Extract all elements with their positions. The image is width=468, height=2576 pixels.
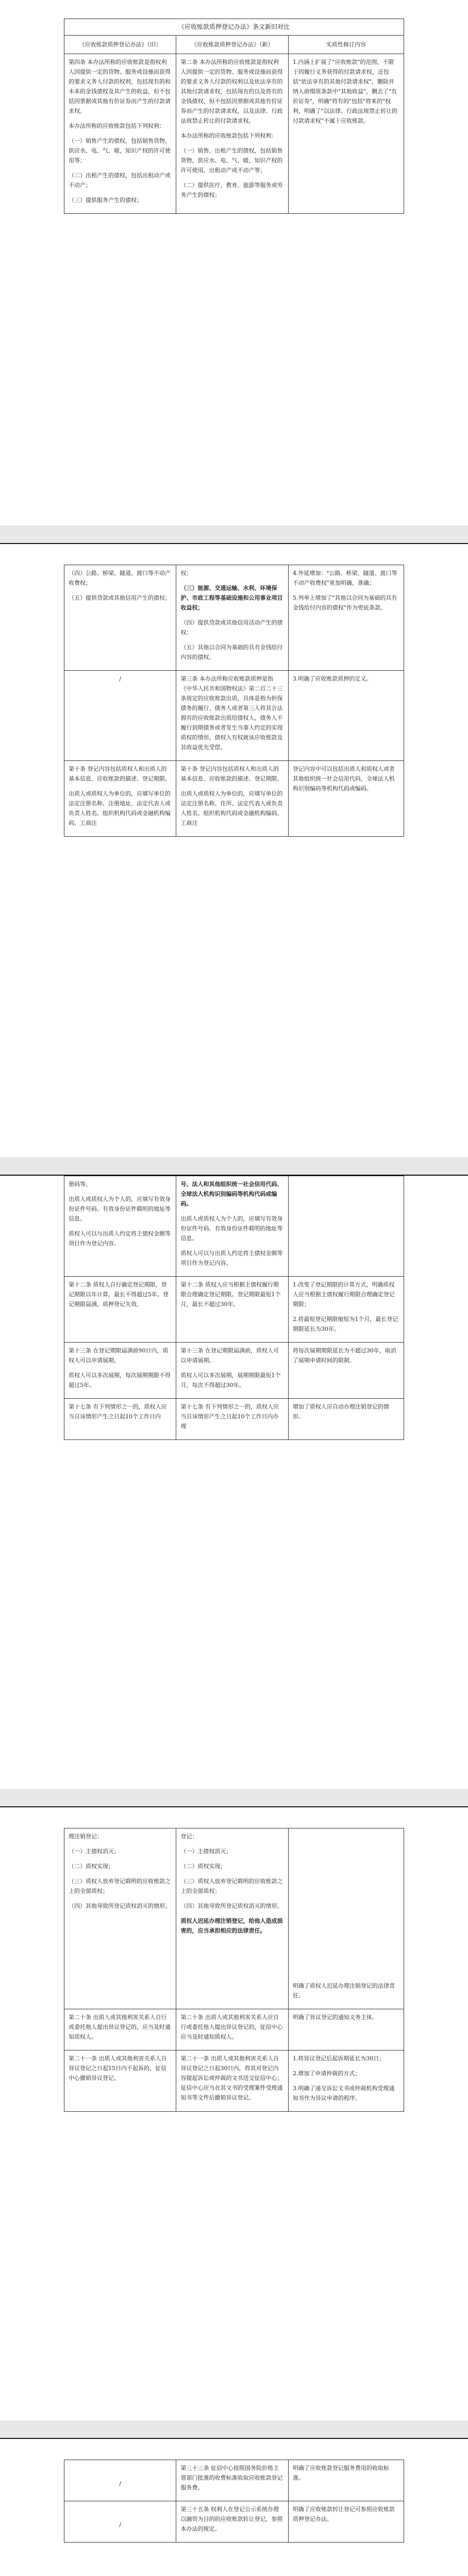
clause-text: 第二十一条 出质人或其他利害关系人自异议登记之日起30日内，将其对登记内容提起诉讼或仲裁的文书送交征信中心；征信中心应当在其文书的受理案件受理通知书等文件后撤销异议登记。 [180,2055,283,2101]
clause-text: 登记： [180,1833,198,1840]
clause-text: （一）主债权消灭； [69,1848,120,1855]
old-clause-cell [64,565,176,671]
clause-text: 本办法所称的应收账款包括下列权利： [180,132,277,139]
old-clause-cell [64,2050,176,2112]
clause-text: 理注销登记： [69,1833,103,1840]
page-separator [0,2420,468,2438]
old-clause-cell [64,1399,176,1440]
page-separator [0,526,468,543]
clause-text: 出质人或质权人为单位的，应填写单位的法定注册名称、住所、法定代表人或负责人姓名、组织机构代码或金融机构编码、工商注 [180,790,283,826]
comparison-table-page-3 [64,1176,404,1440]
table-row [64,1277,404,1343]
clause-text: 质权人迟延办理注销登记，给他人造成损害的，应当承担相应的法律责任。 [180,1918,283,1934]
change-text: 明确了应收账款转让登记可参照应收账款质押登记办法。 [292,2506,395,2522]
new-clause-cell [176,1399,288,1440]
clause-text: （二）质权实现； [69,1863,114,1870]
clause-text: 第十七条 有下列情形之一的，质权人应当自该情形产生之日起10个工作日内 [69,1403,167,1420]
old-clause-cell [64,761,176,837]
clause-text: （三）质权人放弃登记载明的应收账款之上的全部质权； [180,1878,283,1894]
old-clause-cell [64,1176,176,1277]
old-clause-cell [64,2009,176,2050]
new-clause-cell [176,671,288,761]
table-row [64,1176,404,1277]
change-cell [288,2050,404,2112]
clause-text: 第十条 登记内容包括质权人和出质人的基本信息、应收账款的描述、登记期限。 [69,766,171,782]
clause-text: （四）提供贷款或其他信用活动产生的债权； [180,619,283,636]
clause-text: 第二十条 出质人或其他利害关系人自行或委托他人提出异议登记的，应当及时通知质权人。 [69,2014,171,2040]
page-5 [43,2439,425,2576]
clause-text: 权； [180,570,192,577]
clause-text: 第四条 本办法所称的应收账款是指权利人因提供一定的货物、服务或设施而获得的要求义务人付款的权利，包括现有的和未来的金钱债权及其产生的收益，但不包括因票据或其他有价证券而产生的付款请求权。 [69,59,171,114]
clause-text: （一）主债权消灭； [180,1848,232,1855]
change-text: 1.内涵上扩展了"应收账款"的范围，不限于因履行义务获得的付款请求权，还包括"依法享有的其他付款请求权"，删除并纳入前缀原条款中"其他收益"，删去了"有价证券"，明确"将有的"包括"将来的"权利，明确了"以法律、行政法规禁止转让的付款请求权"不属于应收账款。 [292,59,397,124]
clause-text: 质权人可以多次展期，每次展期期限不得超过5年。 [69,1372,171,1388]
new-clause-cell [176,1176,288,1277]
clause-text: （四）其他导致所登记质权消灭的情形。 [69,1903,171,1909]
table-row [64,2501,404,2543]
change-cell [288,54,404,214]
change-text: 明确了应收账款登记服务费用的收取标准。 [292,2465,389,2481]
new-clause-cell [176,1277,288,1343]
clause-text: 第三条 本办法所称应收账款质押是指《中华人民共和国物权法》第二百二十三条规定的应收账款出质，具体是指为担保债务的履行，债务人或者第三人将其合法拥有的应收账款出质给债权人，债务人不履行到期债务或者发生当事人约定的实现质权的情形，债权人有权就该应收账款及其收益优先受偿。 [180,675,283,751]
change-text: 增加了质权人应自动办理注销登记的情形。 [292,1403,389,1420]
new-clause-cell [176,2501,288,2543]
clause-text: （五）提供贷款或其他信用产生的债权； [69,595,171,601]
new-clause-cell [176,54,288,214]
change-cell [288,2009,404,2050]
new-clause-cell [176,2009,288,2050]
table-row [64,1828,404,2009]
clause-text: 质权人可以多次展期，展期期限最短1个月，每次不得超过30年。 [180,1372,281,1388]
change-text: 2.增加了申请仲裁的方式； [292,2070,361,2077]
new-clause-cell [176,2050,288,2112]
comparison-table-page-5 [64,2460,404,2543]
change-cell [288,1176,404,1277]
clause-text: 第十二条 质权人自行确定登记期限，登记期限以年计算，最长不得超过5年。登记期限届满，质押登记失效。 [69,1281,169,1308]
new-clause-cell [176,565,288,671]
clause-text: （四）其他导致所登记质权消灭的情形。 [180,1903,283,1909]
change-cell [288,761,404,837]
clause-text: 第二十一条 出质人或其他利害关系人自异议登记之日起15日内不起诉的，征信中心撤销异议登记。 [69,2055,167,2081]
old-clause-cell [64,1343,176,1399]
clause-text: 本办法所称的应收账款包括下列权利： [69,123,165,129]
page-1 [43,0,425,526]
old-clause-cell [64,671,176,761]
change-cell [288,671,404,761]
change-text: 5.列举上增加了"其他以合同为基础的具有金钱给付内容的债权"作为兜底条款。 [292,595,397,611]
old-clause-cell [64,2501,176,2543]
clause-text: （一）销售、出租产生的债权，包括销售货物，供应水、电、气、暖，知识产权的许可使用，出租动产或不动产等； [180,147,283,174]
comparison-table-page-4 [64,1828,404,2112]
table-row [64,565,404,671]
clause-text: （二）提供医疗、教育、旅游等服务或劳务产生的债权； [180,182,283,198]
change-text: 3.明确了应收账款质押的定义。 [292,675,372,682]
clause-text: （三）能源、交通运输、水利、环境保护、市政工程等基础设施和公用事业项目收益权； [180,585,283,611]
change-text: 3.明确了递交诉讼文书或仲裁机构受理通知书作为异议申请的程序。 [292,2085,395,2102]
new-clause-cell [176,1343,288,1399]
change-text: 登记内容中可以包括出质人和质权人或者其他组织统一社会信用代码，全球法人机构识别编码等机构代码或编码。 [292,766,395,792]
clause-text: 出质人或质权人为单位的，应填写单位的法定注册名称、注册地址、法定代表人或负责人姓名、组织机构代码或金融机构编码、工商注 [69,790,171,826]
clause-text: 册码等。 [69,1181,91,1188]
change-cell [288,565,404,671]
page-separator [0,1157,468,1175]
change-text: 1.将异议登记后起诉期延长为30日； [292,2055,385,2062]
clause-text: 第十七条 有下列情形之一的，质权人应当自该情形产生之日起10个工作日内办理 [180,1403,279,1430]
clause-text: （三）提供服务产生的债权； [69,197,142,204]
change-text: 明确了质权人迟延办理注销登记的法律责任。 [292,1982,395,1999]
table-row [64,1399,404,1440]
page-2 [43,544,425,1157]
change-cell [288,1343,404,1399]
change-cell [288,2501,404,2543]
clause-text: （二）出租产生的债权，包括出租动产或不动产； [69,172,171,189]
document-title: 《应收账款质押登记办法》条文新旧对比 [64,19,404,36]
change-text: 明确了异议登记的通知义务主体。 [292,2014,378,2021]
clause-text: 质权人可以与出质人约定将主债权金额等项目作为登记内容。 [69,1230,171,1247]
clause-text: 第二十条 出质人或其他利害关系人应自行或委托他人提出异议登记的，征信中心应当及时通知质权人。 [180,2014,283,2040]
new-clause-cell [176,1828,288,2009]
new-clause-cell [176,2460,288,2501]
old-clause-cell [64,2460,176,2501]
old-clause-cell [64,1828,176,2009]
comparison-table-page-1 [64,19,404,214]
clause-text: （二）质权实现； [180,1863,226,1870]
new-clause-cell [176,761,288,837]
comparison-table-page-2 [64,565,404,837]
clause-text: （四）公路、桥梁、隧道、渡口等不动产收费权； [69,570,171,586]
clause-text: / [119,675,122,682]
header-new: 《应收账款质押登记办法》（新） [176,36,288,54]
clause-text: 号、法人和其他组织统一社会信用代码、全球法人机构识别编码等机构代码或编码。 [180,1181,283,1207]
page-3 [43,1176,425,1789]
header-change: 实质性修订内容 [288,36,404,54]
clause-text: 第二条 本办法所称的应收账款是指权利人因提供一定的货物、服务或设施而获得的要求义务人付款的权利以及依法享有的其他付款请求权，包括现有的以及将有的金钱债权，但不包括因票据或其他有价证券而产生的付款请求权，以及法律、行政法规禁止转让的付款请求权。 [180,59,283,124]
change-text: 1.改变了登记期限的计算方式，明确质权人应当根据主债权履行期限合理确定登记期限； [292,1281,395,1308]
table-row [64,1343,404,1399]
clause-text: 第十条 登记内容包括质权人和出质人的基本信息、应收账款的描述、登记期限。 [180,766,283,782]
clause-text: 第三十五条 权利人在登记公示系统办理以融资为目的的应收账款转让登记，参照本办法的规定。 [180,2506,283,2532]
page-separator [0,1789,468,1806]
clause-text: 第十三条 在登记期限届满前，质权人可以申请展期。 [180,1347,279,1364]
clause-text: 第三十三条 征信中心按照国务院价格主管部门批准的收费标准收取应收账款登记服务费。 [180,2465,283,2491]
change-cell [288,2460,404,2501]
table-row [64,671,404,761]
change-cell [288,1277,404,1343]
clause-text: （三）质权人放弃登记载明的应收账款之上的全部质权； [69,1878,171,1894]
table-row [64,761,404,837]
old-clause-cell [64,1277,176,1343]
table-row [64,2009,404,2050]
page-4 [43,1807,425,2420]
table-row [64,2050,404,2112]
table-row [64,54,404,214]
table-row [64,2460,404,2501]
clause-text: / [119,2521,122,2528]
clause-text: （一）销售产生的债权，包括销售货物，供应水、电、气、暖，知识产权的许可使用等； [69,138,171,164]
clause-text: / [119,2480,122,2487]
clause-text: 出质人或质权人为个人的，应填写有效身份证件号码、有效身份证件载明的地址等信息。 [180,1215,283,1242]
old-clause-cell [64,54,176,214]
change-cell [288,1399,404,1440]
clause-text: 第十三条 在登记期限届满前90日内，质权人可以申请展期。 [69,1347,169,1364]
header-old: 《应收账款质押登记办法》（旧） [64,36,176,54]
clause-text: （五）其他以合同为基础的具有金钱给付内容的债权。 [180,644,283,660]
change-text: 4.外延增加："公路、桥梁、隧道、渡口等不动产收费权"更加明确，准确； [292,570,397,586]
clause-text: 质权人可以与出质人约定将主债权金额等项目作为登记内容。 [180,1250,283,1266]
clause-text: 第十二条 质权人应当根据主债权履行期限合理确定登记期限。登记期限最短1个月，最长不超过30年。 [180,1281,281,1308]
change-text: 将每次展期期限延长为不超过30年，取消了展期申请时间的限制。 [292,1347,396,1364]
change-text: 2.将最短登记期限缩短为1个月，最长登记期限延长为30年。 [292,1316,398,1332]
clause-text: 出质人或质权人为个人的，应填写有效身份证件号码、有效身份证件载明的地址等信息。 [69,1196,171,1222]
change-cell [288,1828,404,2009]
